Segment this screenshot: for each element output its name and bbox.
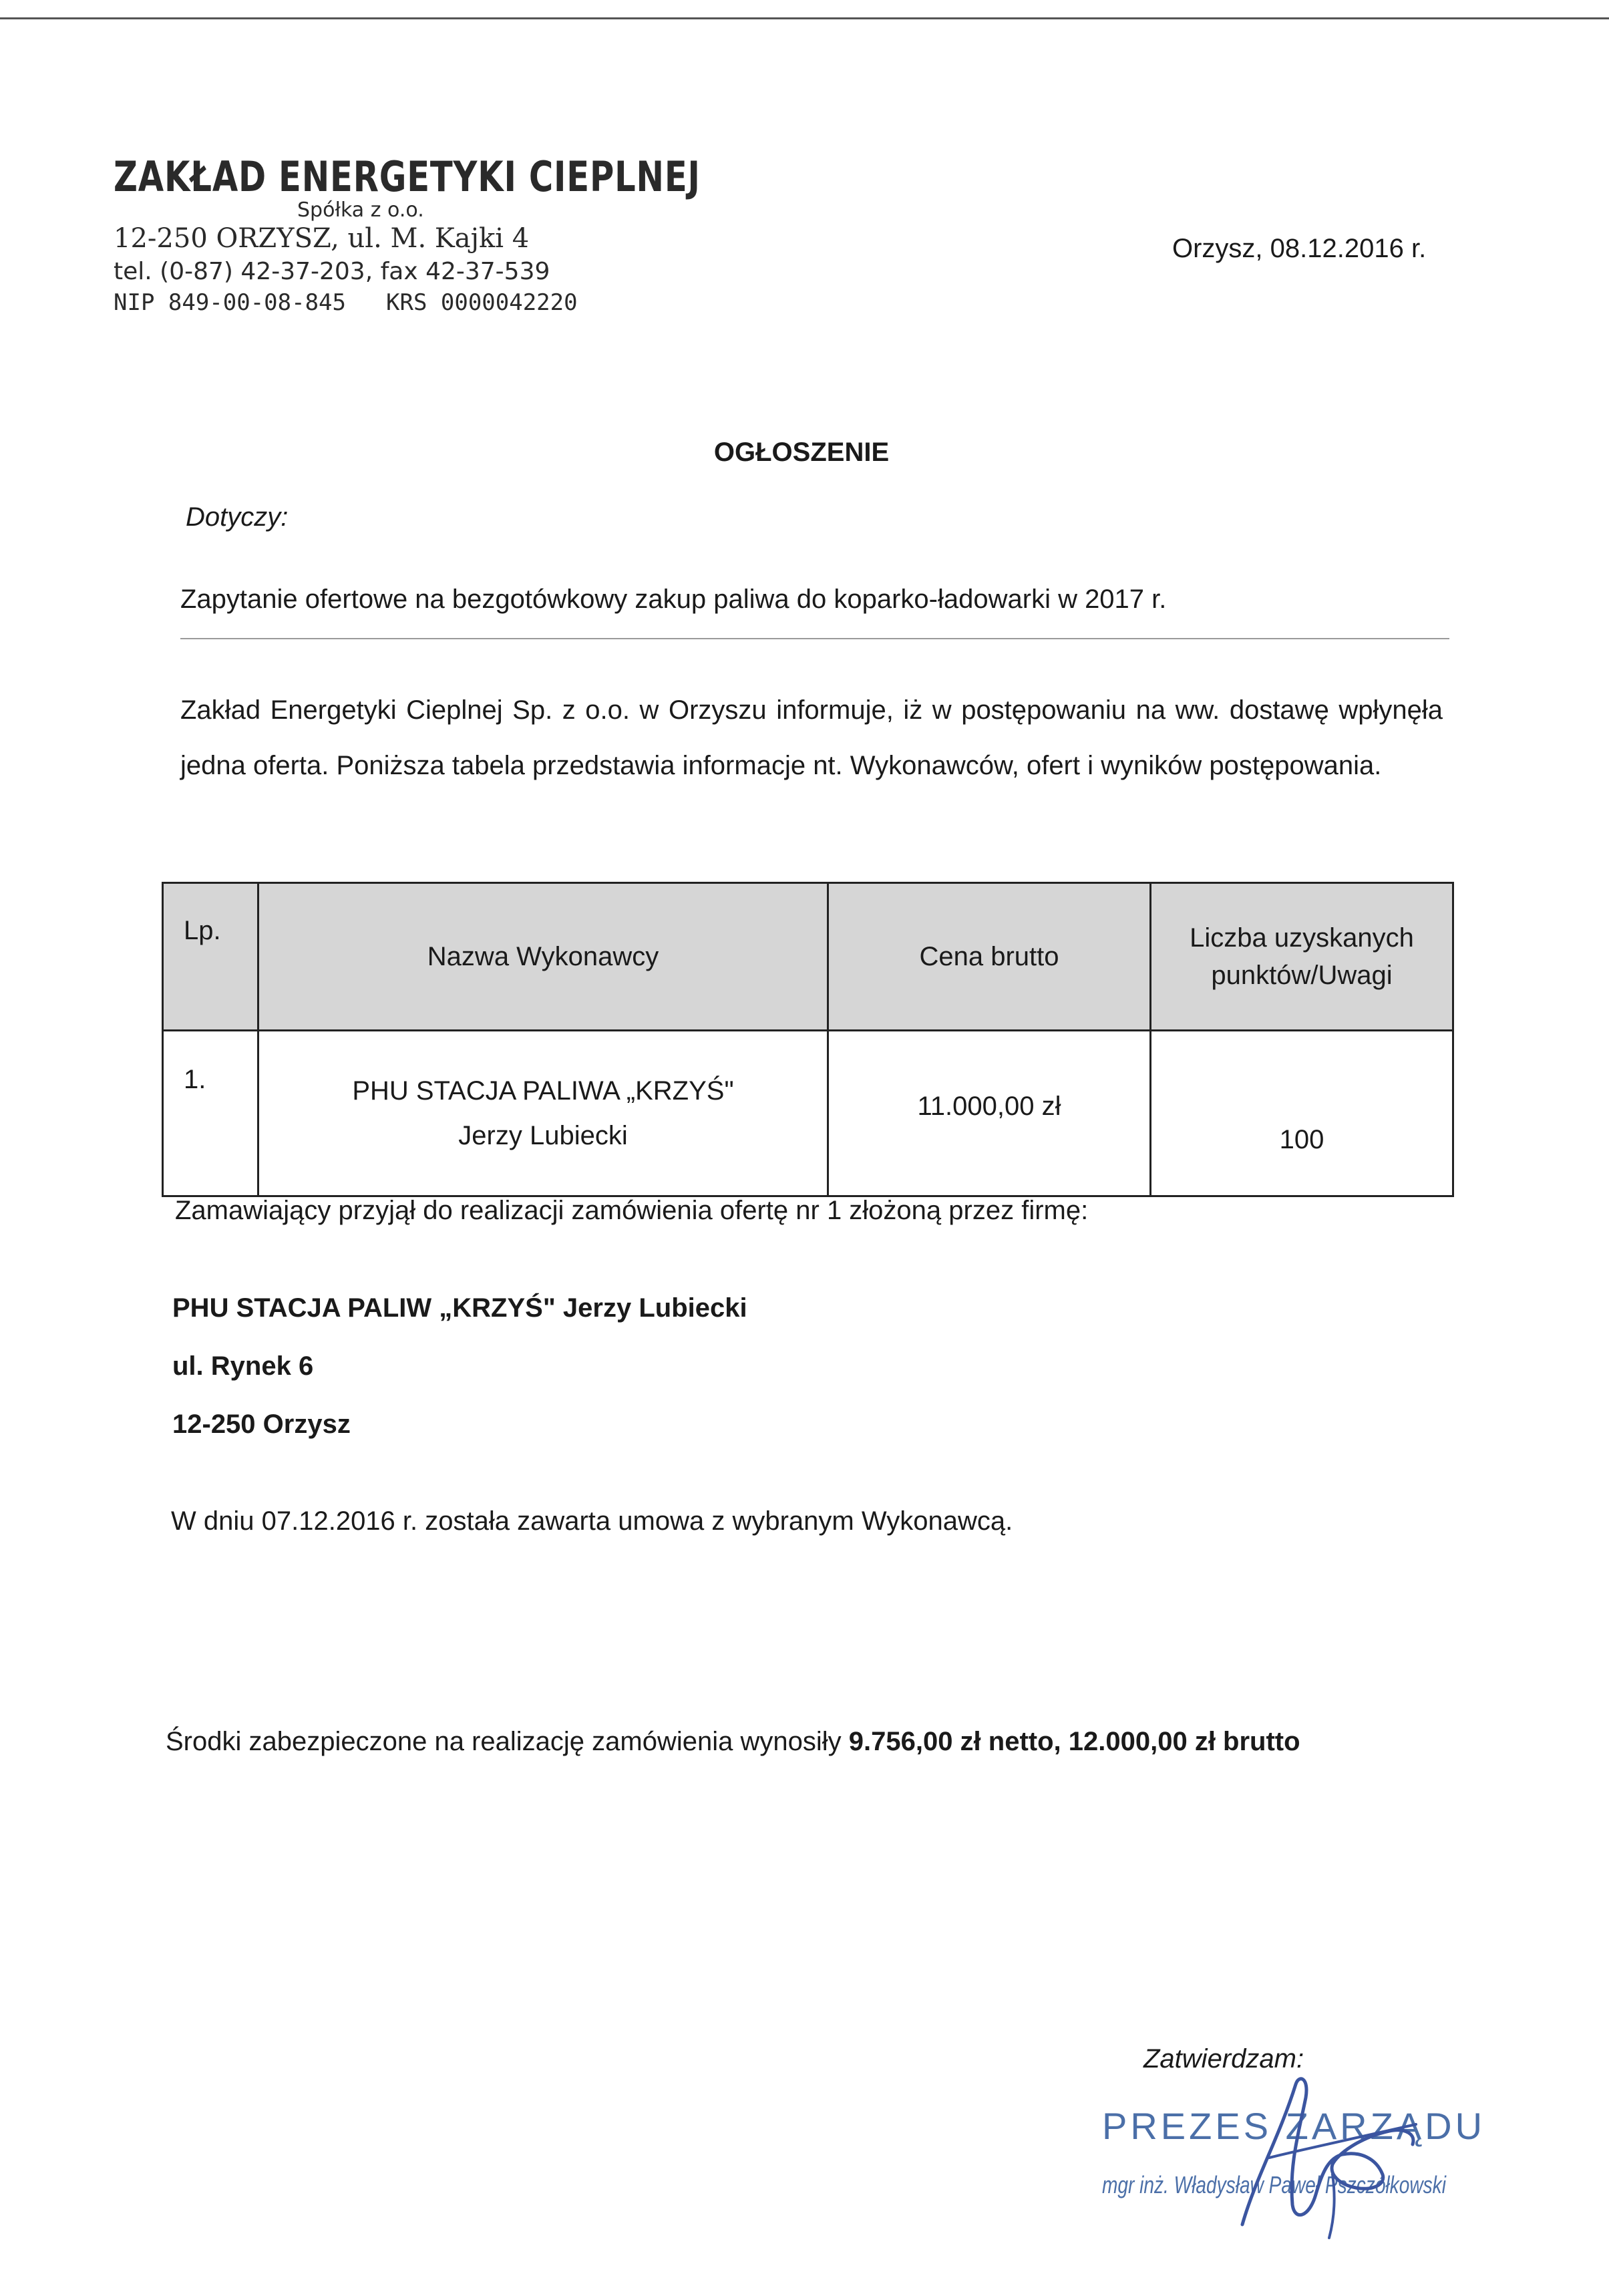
winner-city: 12-250 Orzysz (172, 1410, 351, 1439)
header-points (1151, 883, 1453, 1031)
header-points-label: Liczba uzyskanych punktów/Uwagi (1190, 923, 1414, 990)
contract-statement: W dniu 07.12.2016 r. została zawarta umowa z wybranym Wykonawcą. (171, 1506, 1013, 1536)
company-krs: KRS 0000042220 (386, 289, 578, 316)
funds-statement (166, 1727, 1300, 1757)
company-form: Spółka z o.o. (297, 198, 424, 222)
cell-points: 100 (1151, 1031, 1453, 1196)
president-stamp-title: PREZES ZARZĄDU (1102, 2105, 1486, 2147)
subject-line: Zapytanie ofertowe na bezgotówkowy zakup paliwa do koparko-ładowarki w 2017 r. (180, 585, 1167, 614)
company-stamp (114, 152, 701, 318)
cell-name (258, 1031, 828, 1196)
intro-paragraph: Zakład Energetyki Cieplnej Sp. z o.o. w Orzyszu informuje, iż w postępowaniu na ww. dostawę wpłynęła jedna oferta. Poniższa tabela przedstawia informacje nt. Wykonawców, ofert i wyników postępowania. (180, 695, 1443, 780)
table-header-row (163, 883, 1453, 1031)
company-ids (114, 287, 594, 318)
company-address: 12-250 ORZYSZ, ul. M. Kajki 4 (114, 223, 530, 254)
cell-name-line2: Jerzy Lubiecki (458, 1120, 628, 1150)
company-nip: NIP 849-00-08-845 (114, 289, 346, 316)
cell-price: 11.000,00 zł (828, 1031, 1151, 1196)
results-table (162, 882, 1454, 1197)
company-phone-fax: tel. (0-87) 42-37-203, fax 42-37-539 (114, 258, 550, 285)
table-row (163, 1031, 1453, 1196)
funds-amounts: 9.756,00 zł netto, 12.000,00 zł brutto (848, 1727, 1300, 1756)
president-stamp-name: mgr inż. Władysław Paweł Pszczółkowski (1102, 2171, 1446, 2198)
cell-lp: 1. (163, 1031, 258, 1196)
header-lp: Lp. (163, 883, 258, 1031)
regarding-label: Dotyczy: (186, 502, 289, 532)
handwritten-signature (1216, 2058, 1436, 2245)
header-price: Cena brutto (828, 883, 1151, 1031)
company-name: ZAKŁAD ENERGETYKI CIEPLNEJ (114, 152, 701, 201)
place-date: Orzysz, 08.12.2016 r. (1172, 234, 1427, 263)
subject-divider (180, 638, 1449, 639)
header-name: Nazwa Wykonawcy (258, 883, 828, 1031)
winner-street: ul. Rynek 6 (172, 1351, 314, 1381)
page-top-rule (0, 17, 1609, 19)
document-title: OGŁOSZENIE (713, 438, 890, 467)
accepted-statement: Zamawiający przyjął do realizacji zamówienia ofertę nr 1 złożoną przez firmę: (175, 1196, 1089, 1225)
funds-prefix: Środki zabezpieczone na realizację zamówienia wynosiły (166, 1727, 849, 1756)
approval-label: Zatwierdzam: (1143, 2044, 1304, 2074)
cell-name-line1: PHU STACJA PALIWA „KRZYŚ" (352, 1076, 734, 1106)
winner-name: PHU STACJA PALIW „KRZYŚ" Jerzy Lubiecki (172, 1293, 747, 1323)
winner-block (172, 1279, 747, 1454)
